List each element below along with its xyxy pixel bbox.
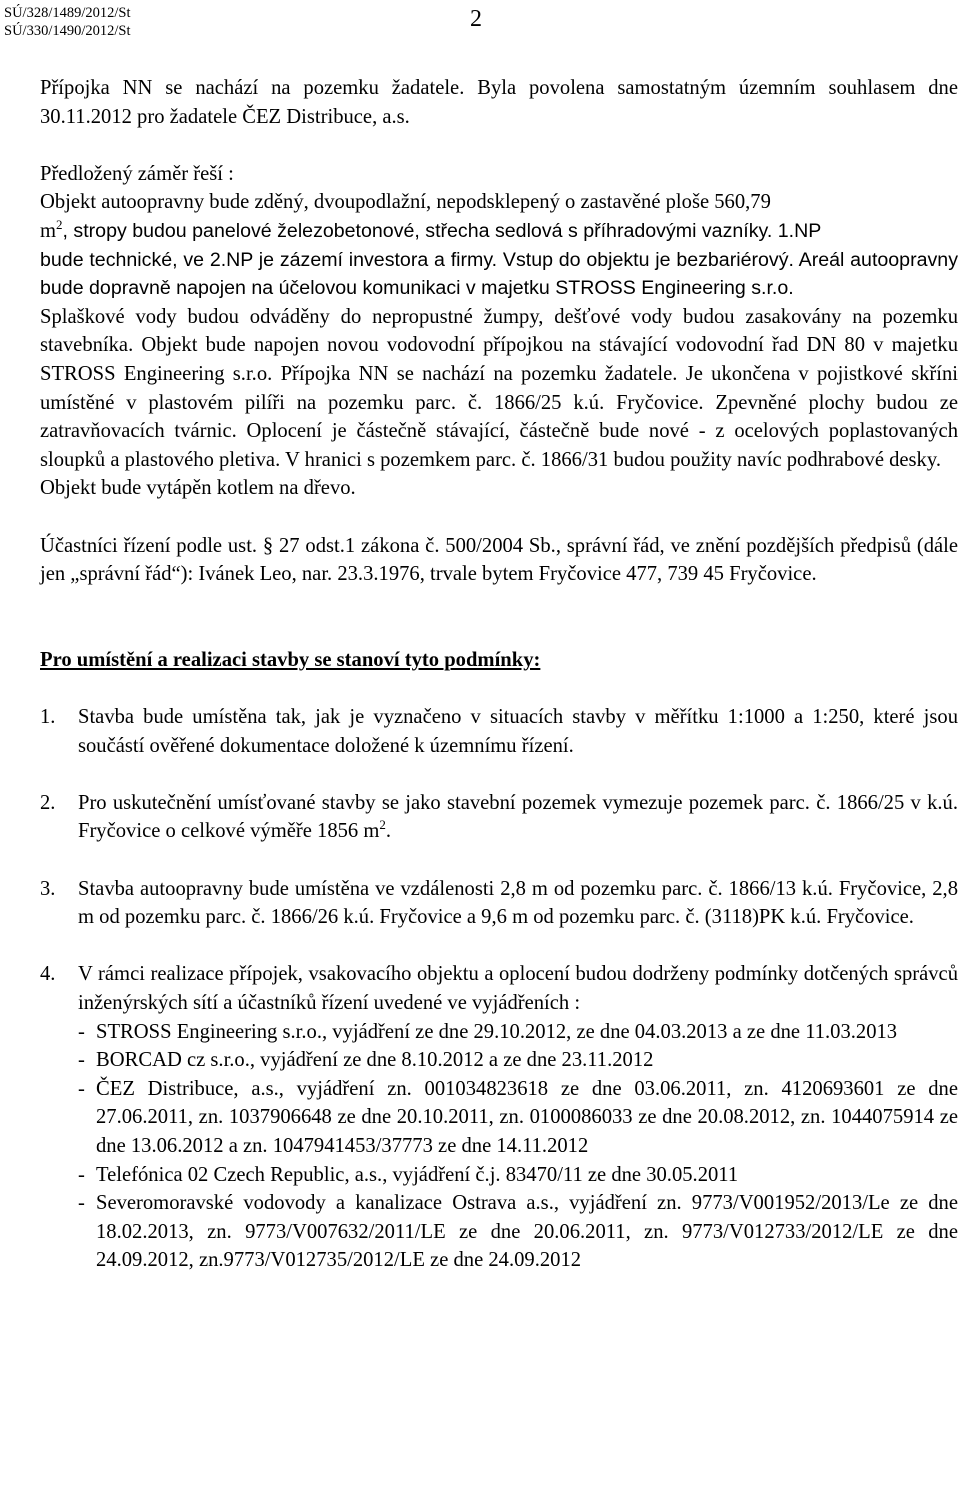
condition-number: 1. <box>40 706 56 729</box>
condition-text: Stavba bude umístěna tak, jak je vyznačeno v situacích stavby v měřítku 1:1000 a 1:250, které jsou součástí ověřené dokumentace doložené k územnímu řízení. <box>78 706 958 757</box>
list-dash: - <box>78 1077 85 1100</box>
list-dash: - <box>78 1163 85 1186</box>
statement-text: Severomoravské vodovody a kanalizace Ostrava a.s., vyjádření zn. 9773/V001952/2013/Le ze dne 18.02.2013, zn. 9773/V007632/2011/LE ze dne 20.06.2011, zn. 9773/V012733/2012/LE ze dne 24.09.2012, zn.9773/V012735/2012/LE ze dne 24.09.2012 <box>96 1192 958 1272</box>
description-line-4: Splaškové vody budou odváděny do nepropustné žumpy, dešťové vody budou zasakovány na pozemku stavebníka. Objekt bude napojen novou vodovodní přípojkou na stávající vodovodní řad DN 80 v majetku STROSS Engineering s.r.o. Přípojka NN se nachází na pozemku žadatele. Je ukončena v pojistkové skříni umístěné v plastovém pilíři na pozemku parc. č. 1866/25 k.ú. Fryčovice. Zpevněné plochy budou ze zatravňovacích tvárnic. Oplocení je částečně stávající, částečně bude nové - z ocelových poplastovaných sloupků a plastového pletiva. V hranici s pozemkem parc. č. 1866/31 budou použity navíc podhrabové desky. <box>40 305 958 471</box>
condition-text: Pro uskutečnění umísťované stavby se jako stavební pozemek vymezuje pozemek parc. č. 1866/25 v k.ú. Fryčovice o celkové výměře 1856 m <box>78 791 958 843</box>
statement-text: BORCAD cz s.r.o., vyjádření ze dne 8.10.2012 a ze dne 23.11.2012 <box>96 1049 654 1072</box>
condition-body <box>78 960 958 1275</box>
unit-superscript: 2 <box>56 216 63 232</box>
statement-text: ČEZ Distribuce, a.s., vyjádření zn. 001034823618 ze dne 03.06.2011, zn. 4120693601 ze dne 27.06.2011, zn. 1037906648 ze dne 20.10.2011, zn. 0100086033 ze dne 20.08.2012, zn. 1044075914 ze dne 13.06.2012 a zn. 1047941453/37773 ze dne 14.11.2012 <box>96 1077 958 1157</box>
condition-number: 2. <box>40 791 56 814</box>
condition-item <box>40 789 958 846</box>
area-superscript: 2 <box>379 817 386 833</box>
description-heading: Předložený záměr řeší : <box>40 162 234 185</box>
description-line-1: Objekt autoopravny bude zděný, dvoupodlažní, nepodsklepený o zastavěné ploše 560,79 <box>40 191 771 214</box>
statement-text: Telefónica 02 Czech Republic, a.s., vyjádření č.j. 83470/11 ze dne 30.05.2011 <box>96 1163 739 1186</box>
condition-text-with-area <box>78 789 958 846</box>
file-reference-2: SÚ/330/1490/2012/St <box>4 23 131 39</box>
participants-paragraph: Účastníci řízení podle ust. § 27 odst.1 zákona č. 500/2004 Sb., správní řád, ve znění pozdějších předpisů (dále jen „správní řád“): Ivánek Leo, nar. 23.3.1976, trvale bytem Fryčovice 477, 739 45 Fryčovice. <box>40 534 958 586</box>
list-dash: - <box>78 1192 85 1215</box>
unit-m: m <box>40 219 57 242</box>
condition-tail: . <box>385 820 392 843</box>
file-reference <box>4 4 131 40</box>
description-line-3: bude technické, ve 2.NP je zázemí investora a firmy. Vstup do objektu je bezbariérový. Areál autoopravny bude dopravně napojen na účelovou komunikaci v majetku STROSS Engineering s.r.o. <box>40 248 958 300</box>
description-line-2 <box>40 217 958 246</box>
condition-text: V rámci realizace přípojek, vsakovacího objektu a oplocení budou dodrženy podmínky dotčených správců inženýrských sítí a účastníků řízení uvedené ve vyjádřeních : <box>78 963 958 1014</box>
list-dash: - <box>78 1020 85 1043</box>
file-reference-1: SÚ/328/1489/2012/St <box>4 5 131 21</box>
document-body <box>40 74 958 1275</box>
description-line-2-rest: , stropy budou panelové železobetonové, střecha sedlová s příhradovými vazníky. 1.NP <box>62 219 822 242</box>
condition-item <box>40 703 958 760</box>
statement-list-item <box>78 1075 958 1161</box>
page-number: 2 <box>470 6 482 32</box>
condition-item <box>40 875 958 932</box>
conditions-heading: Pro umístění a realizaci stavby se stanoví tyto podmínky: <box>40 648 541 671</box>
statement-list-item <box>78 1046 958 1075</box>
list-dash: - <box>78 1049 85 1072</box>
condition-number: 3. <box>40 877 56 900</box>
statement-text: STROSS Engineering s.r.o., vyjádření ze dne 29.10.2012, ze dne 04.03.2013 a ze dne 11.03.2013 <box>96 1020 898 1043</box>
intro-paragraph: Přípojka NN se nachází na pozemku žadatele. Byla povolena samostatným územním souhlasem dne 30.11.2012 pro žadatele ČEZ Distribuce, a.s. <box>40 77 958 128</box>
statement-list-item <box>78 1161 958 1190</box>
statement-list-item <box>78 1018 958 1047</box>
condition-text: Stavba autoopravny bude umístěna ve vzdálenosti 2,8 m od pozemku parc. č. 1866/13 k.ú. Fryčovice, 2,8 m od pozemku parc. č. 1866/26 k.ú. Fryčovice a 9,6 m od pozemku parc. č. (3118)PK k.ú. Fryčovice. <box>78 877 958 929</box>
description-line-5: Objekt bude vytápěn kotlem na dřevo. <box>40 477 356 500</box>
condition-number: 4. <box>40 963 56 986</box>
condition-item <box>40 960 958 1275</box>
statement-list-item <box>78 1189 958 1275</box>
